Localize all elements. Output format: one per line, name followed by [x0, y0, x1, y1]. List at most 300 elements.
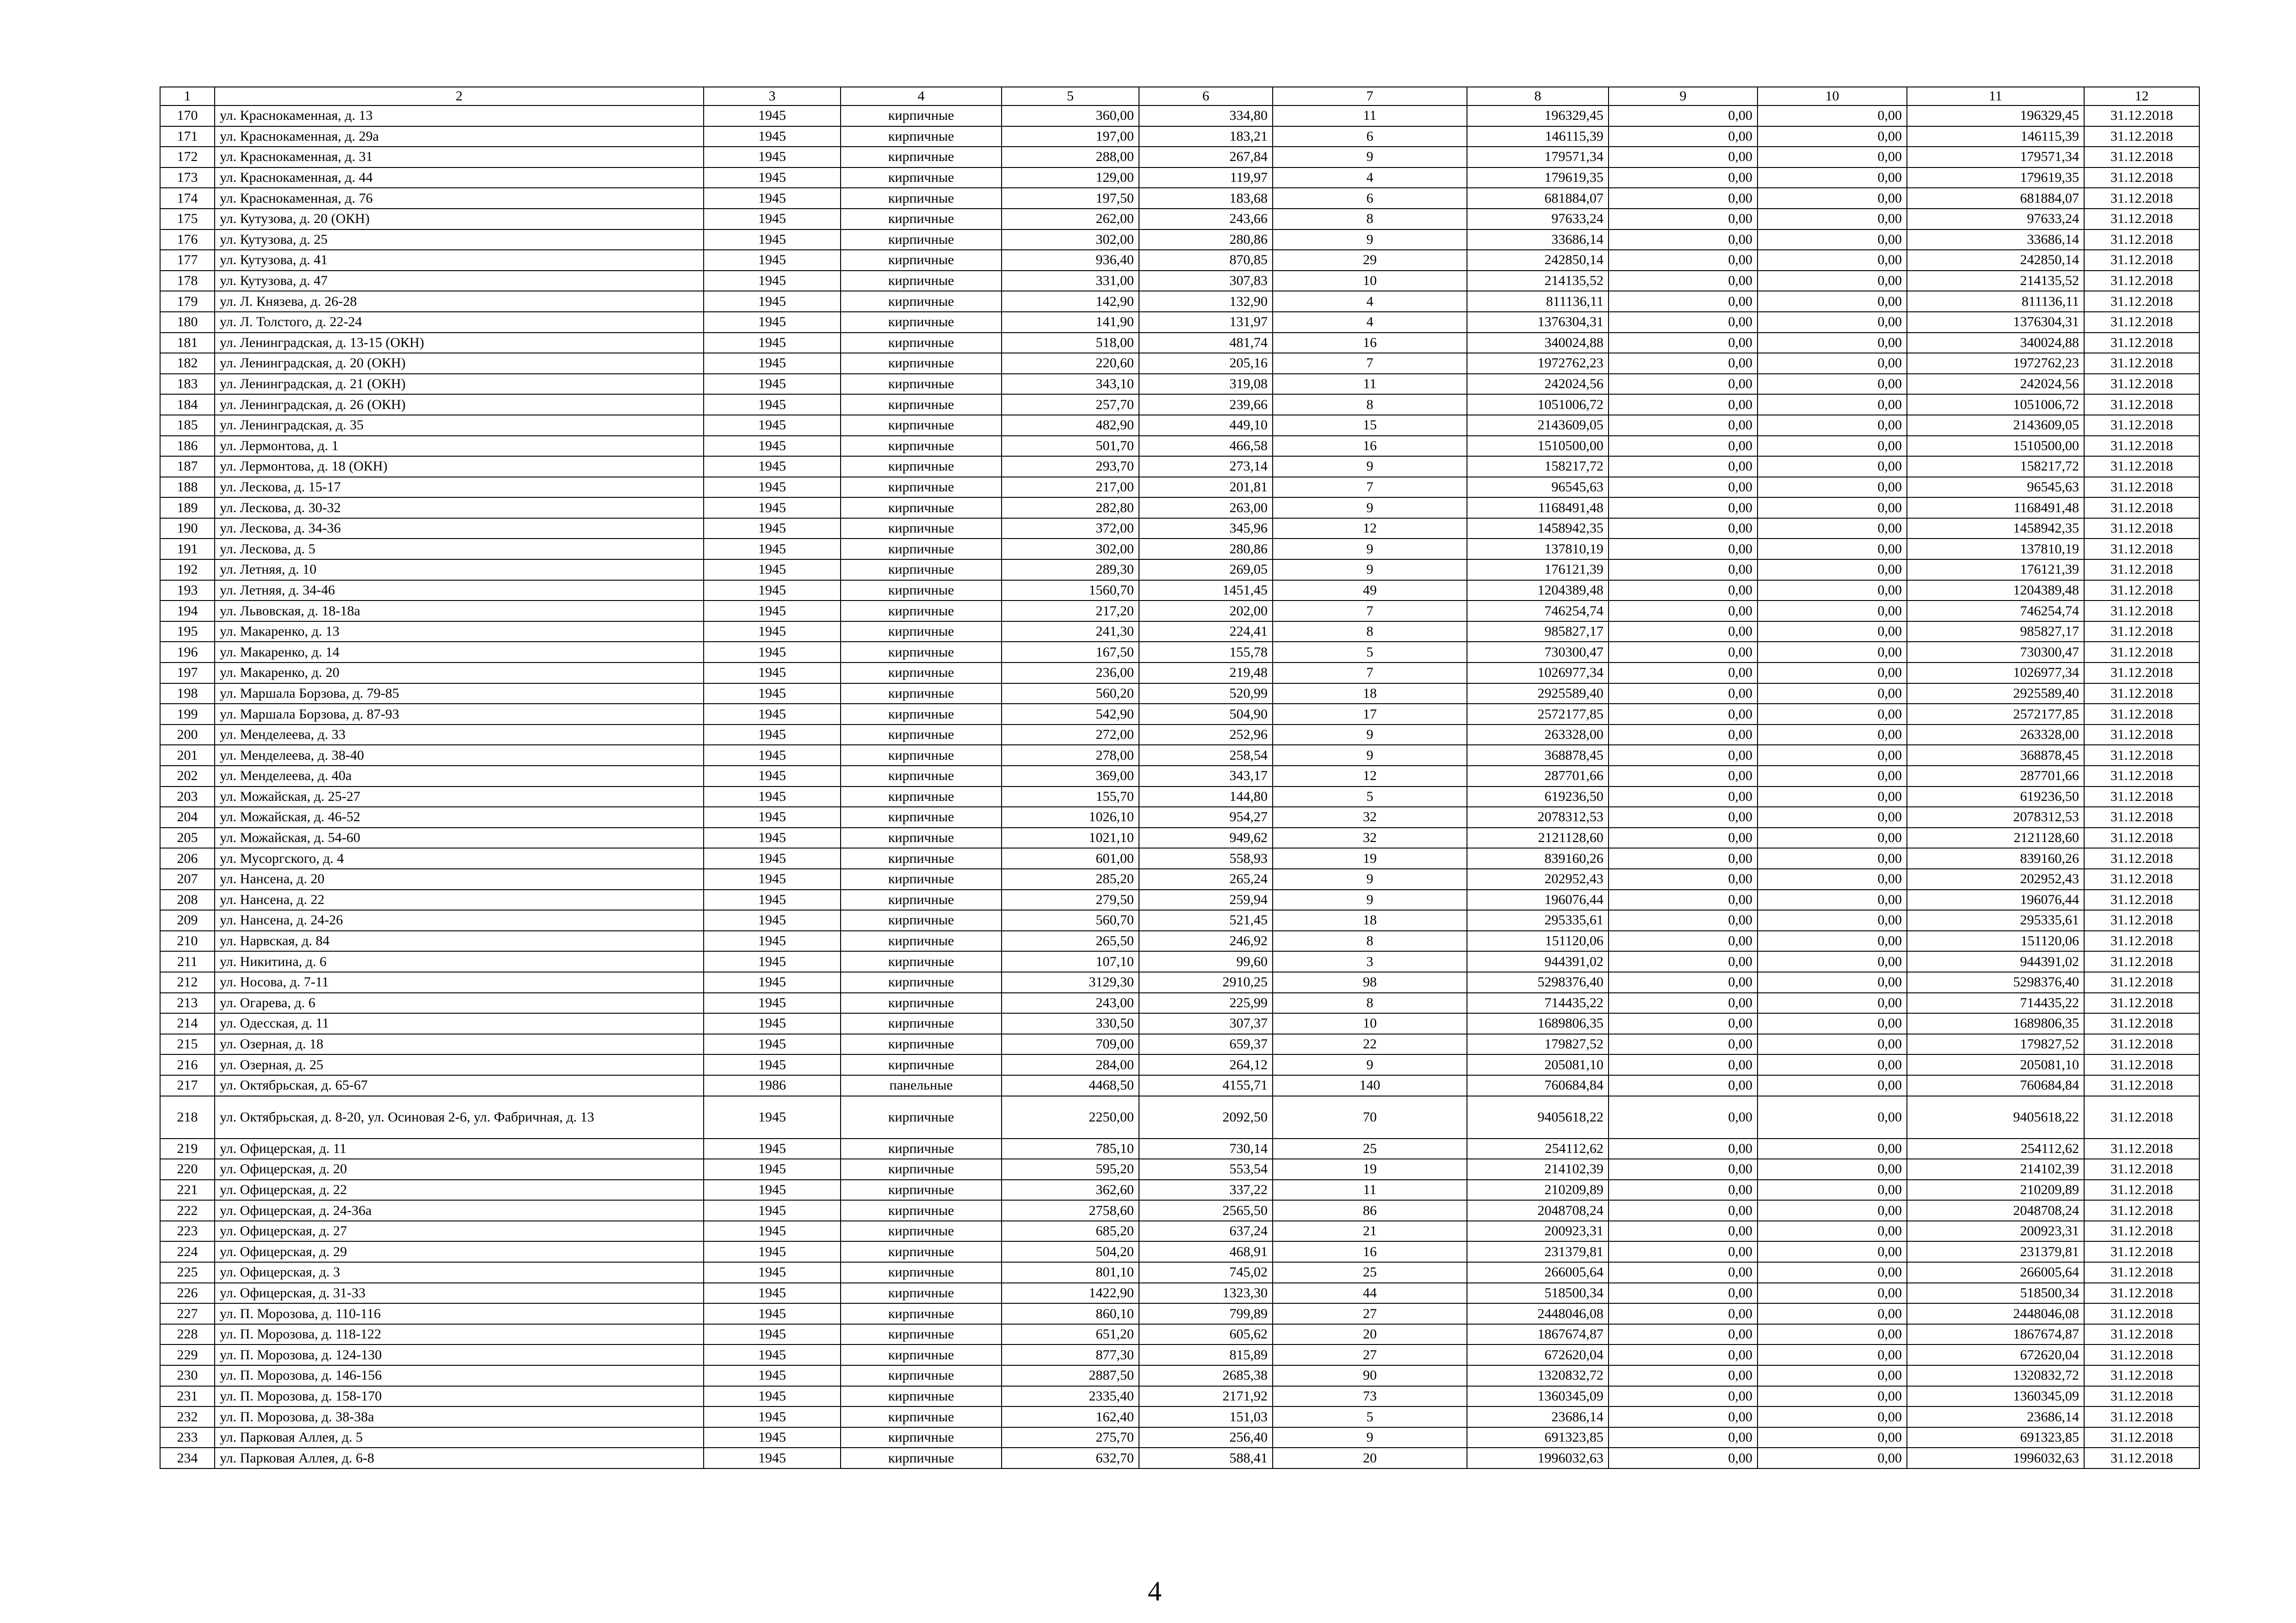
total-area-cell: 785,10	[1002, 1139, 1139, 1159]
year-built-cell: 1945	[704, 477, 841, 498]
residents-count-cell: 3	[1273, 951, 1467, 972]
residents-count-cell: 7	[1273, 477, 1467, 498]
amount-col10-cell: 0,00	[1758, 188, 1907, 209]
row-number-cell: 202	[160, 766, 215, 787]
row-number-cell: 195	[160, 621, 215, 642]
address-cell: ул. Офицерская, д. 11	[215, 1139, 704, 1159]
table-row	[160, 1075, 2199, 1096]
table-row	[160, 951, 2199, 972]
wall-material-cell: панельные	[841, 1075, 1002, 1096]
row-number-cell: 184	[160, 394, 215, 415]
amount-col9-cell: 0,00	[1609, 518, 1758, 539]
row-number-cell: 226	[160, 1283, 215, 1304]
wall-material-cell: кирпичные	[841, 580, 1002, 601]
address-cell: ул. Краснокаменная, д. 31	[215, 147, 704, 167]
wall-material-cell: кирпичные	[841, 910, 1002, 931]
living-area-cell: 224,41	[1139, 621, 1273, 642]
year-built-cell: 1945	[704, 518, 841, 539]
table-row	[160, 105, 2199, 126]
total-amount-cell: 266005,64	[1907, 1262, 2084, 1283]
amount-cell: 205081,10	[1467, 1054, 1609, 1075]
amount-col10-cell: 0,00	[1758, 518, 1907, 539]
amount-col9-cell: 0,00	[1609, 353, 1758, 374]
year-built-cell: 1945	[704, 1054, 841, 1075]
total-amount-cell: 2121128,60	[1907, 828, 2084, 849]
amount-col9-cell: 0,00	[1609, 333, 1758, 353]
living-area-cell: 1451,45	[1139, 580, 1273, 601]
amount-cell: 254112,62	[1467, 1139, 1609, 1159]
year-built-cell: 1945	[704, 931, 841, 952]
row-number-cell: 205	[160, 828, 215, 849]
living-area-cell: 263,00	[1139, 497, 1273, 518]
wall-material-cell: кирпичные	[841, 807, 1002, 828]
amount-col9-cell: 0,00	[1609, 766, 1758, 787]
residents-count-cell: 73	[1273, 1386, 1467, 1407]
table-row	[160, 787, 2199, 807]
total-amount-cell: 2572177,85	[1907, 704, 2084, 725]
year-built-cell: 1945	[704, 436, 841, 457]
wall-material-cell: кирпичные	[841, 1221, 1002, 1242]
address-cell: ул. Носова, д. 7-11	[215, 972, 704, 993]
wall-material-cell: кирпичные	[841, 1262, 1002, 1283]
total-amount-cell: 200923,31	[1907, 1221, 2084, 1242]
table-row	[160, 1241, 2199, 1262]
total-amount-cell: 368878,45	[1907, 745, 2084, 766]
residents-count-cell: 25	[1273, 1262, 1467, 1283]
living-area-cell: 246,92	[1139, 931, 1273, 952]
amount-cell: 196076,44	[1467, 890, 1609, 911]
wall-material-cell: кирпичные	[841, 436, 1002, 457]
amount-col10-cell: 0,00	[1758, 1406, 1907, 1427]
living-area-cell: 132,90	[1139, 291, 1273, 312]
address-cell: ул. Летняя, д. 34-46	[215, 580, 704, 601]
table-row	[160, 1221, 2199, 1242]
amount-cell: 672620,04	[1467, 1344, 1609, 1365]
address-cell: ул. Мусоргского, д. 4	[215, 848, 704, 869]
row-number-cell: 228	[160, 1324, 215, 1345]
amount-col9-cell: 0,00	[1609, 807, 1758, 828]
amount-col9-cell: 0,00	[1609, 1200, 1758, 1221]
amount-col9-cell: 0,00	[1609, 167, 1758, 188]
row-number-cell: 208	[160, 890, 215, 911]
amount-cell: 266005,64	[1467, 1262, 1609, 1283]
total-area-cell: 293,70	[1002, 456, 1139, 477]
table-row	[160, 580, 2199, 601]
amount-col9-cell: 0,00	[1609, 848, 1758, 869]
amount-col9-cell: 0,00	[1609, 394, 1758, 415]
amount-col10-cell: 0,00	[1758, 848, 1907, 869]
total-amount-cell: 760684,84	[1907, 1075, 2084, 1096]
residents-count-cell: 21	[1273, 1221, 1467, 1242]
residents-count-cell: 12	[1273, 518, 1467, 539]
amount-col10-cell: 0,00	[1758, 1013, 1907, 1034]
total-amount-cell: 33686,14	[1907, 229, 2084, 250]
table-row	[160, 559, 2199, 580]
row-number-cell: 220	[160, 1159, 215, 1180]
amount-cell: 1051006,72	[1467, 394, 1609, 415]
amount-col10-cell: 0,00	[1758, 890, 1907, 911]
residents-count-cell: 25	[1273, 1139, 1467, 1159]
date-cell: 31.12.2018	[2084, 1448, 2199, 1468]
year-built-cell: 1945	[704, 333, 841, 353]
table-row	[160, 1344, 2199, 1365]
row-number-cell: 201	[160, 745, 215, 766]
year-built-cell: 1945	[704, 1139, 841, 1159]
table-row	[160, 518, 2199, 539]
total-area-cell: 709,00	[1002, 1034, 1139, 1055]
table-row	[160, 745, 2199, 766]
residents-count-cell: 4	[1273, 167, 1467, 188]
wall-material-cell: кирпичные	[841, 497, 1002, 518]
row-number-cell: 219	[160, 1139, 215, 1159]
amount-cell: 2925589,40	[1467, 683, 1609, 704]
amount-col9-cell: 0,00	[1609, 1054, 1758, 1075]
amount-cell: 691323,85	[1467, 1427, 1609, 1448]
living-area-cell: 2910,25	[1139, 972, 1273, 993]
residents-count-cell: 5	[1273, 642, 1467, 663]
living-area-cell: 219,48	[1139, 663, 1273, 683]
amount-col9-cell: 0,00	[1609, 1303, 1758, 1324]
amount-cell: 714435,22	[1467, 993, 1609, 1014]
amount-col10-cell: 0,00	[1758, 1096, 1907, 1139]
residents-count-cell: 70	[1273, 1096, 1467, 1139]
table-row	[160, 683, 2199, 704]
date-cell: 31.12.2018	[2084, 1096, 2199, 1139]
year-built-cell: 1945	[704, 250, 841, 271]
total-amount-cell: 263328,00	[1907, 725, 2084, 745]
residents-count-cell: 8	[1273, 621, 1467, 642]
amount-col9-cell: 0,00	[1609, 229, 1758, 250]
amount-cell: 96545,63	[1467, 477, 1609, 498]
year-built-cell: 1945	[704, 229, 841, 250]
living-area-cell: 151,03	[1139, 1406, 1273, 1427]
total-area-cell: 2335,40	[1002, 1386, 1139, 1407]
address-cell: ул. Ленинградская, д. 20 (ОКН)	[215, 353, 704, 374]
column-number-header: 3	[704, 87, 841, 105]
table-row	[160, 1448, 2199, 1468]
total-amount-cell: 1051006,72	[1907, 394, 2084, 415]
wall-material-cell: кирпичные	[841, 394, 1002, 415]
total-amount-cell: 944391,02	[1907, 951, 2084, 972]
address-cell: ул. Менделеева, д. 33	[215, 725, 704, 745]
residents-count-cell: 8	[1273, 394, 1467, 415]
wall-material-cell: кирпичные	[841, 745, 1002, 766]
amount-col9-cell: 0,00	[1609, 497, 1758, 518]
total-area-cell: 595,20	[1002, 1159, 1139, 1180]
amount-col10-cell: 0,00	[1758, 1365, 1907, 1386]
total-amount-cell: 672620,04	[1907, 1344, 2084, 1365]
date-cell: 31.12.2018	[2084, 1075, 2199, 1096]
address-cell: ул. П. Морозова, д. 110-116	[215, 1303, 704, 1324]
residents-count-cell: 5	[1273, 787, 1467, 807]
wall-material-cell: кирпичные	[841, 1054, 1002, 1075]
total-amount-cell: 287701,66	[1907, 766, 2084, 787]
amount-col10-cell: 0,00	[1758, 497, 1907, 518]
amount-col10-cell: 0,00	[1758, 250, 1907, 271]
living-area-cell: 468,91	[1139, 1241, 1273, 1262]
housing-register-table	[160, 87, 2200, 1469]
total-area-cell: 197,00	[1002, 126, 1139, 147]
total-amount-cell: 1458942,35	[1907, 518, 2084, 539]
living-area-cell: 119,97	[1139, 167, 1273, 188]
wall-material-cell: кирпичные	[841, 1034, 1002, 1055]
date-cell: 31.12.2018	[2084, 518, 2199, 539]
amount-cell: 242850,14	[1467, 250, 1609, 271]
total-amount-cell: 96545,63	[1907, 477, 2084, 498]
total-amount-cell: 839160,26	[1907, 848, 2084, 869]
year-built-cell: 1945	[704, 766, 841, 787]
table-row	[160, 910, 2199, 931]
table-row	[160, 394, 2199, 415]
amount-cell: 23686,14	[1467, 1406, 1609, 1427]
year-built-cell: 1945	[704, 869, 841, 890]
total-area-cell: 1026,10	[1002, 807, 1139, 828]
amount-cell: 214135,52	[1467, 271, 1609, 291]
row-number-cell: 212	[160, 972, 215, 993]
table-row	[160, 539, 2199, 559]
year-built-cell: 1945	[704, 126, 841, 147]
date-cell: 31.12.2018	[2084, 497, 2199, 518]
residents-count-cell: 17	[1273, 704, 1467, 725]
total-area-cell: 279,50	[1002, 890, 1139, 911]
amount-col10-cell: 0,00	[1758, 663, 1907, 683]
amount-col9-cell: 0,00	[1609, 415, 1758, 436]
date-cell: 31.12.2018	[2084, 188, 2199, 209]
amount-col9-cell: 0,00	[1609, 147, 1758, 167]
amount-cell: 179827,52	[1467, 1034, 1609, 1055]
date-cell: 31.12.2018	[2084, 539, 2199, 559]
row-number-cell: 231	[160, 1386, 215, 1407]
row-number-cell: 191	[160, 539, 215, 559]
amount-col9-cell: 0,00	[1609, 931, 1758, 952]
amount-cell: 746254,74	[1467, 601, 1609, 621]
total-amount-cell: 1510500,00	[1907, 436, 2084, 457]
table-row	[160, 601, 2199, 621]
date-cell: 31.12.2018	[2084, 704, 2199, 725]
residents-count-cell: 9	[1273, 497, 1467, 518]
date-cell: 31.12.2018	[2084, 663, 2199, 683]
total-area-cell: 601,00	[1002, 848, 1139, 869]
address-cell: ул. Никитина, д. 6	[215, 951, 704, 972]
total-area-cell: 302,00	[1002, 229, 1139, 250]
year-built-cell: 1945	[704, 291, 841, 312]
amount-cell: 944391,02	[1467, 951, 1609, 972]
amount-col10-cell: 0,00	[1758, 601, 1907, 621]
table-row	[160, 167, 2199, 188]
living-area-cell: 273,14	[1139, 456, 1273, 477]
row-number-cell: 214	[160, 1013, 215, 1034]
year-built-cell: 1945	[704, 1241, 841, 1262]
residents-count-cell: 18	[1273, 910, 1467, 931]
address-cell: ул. Краснокаменная, д. 13	[215, 105, 704, 126]
amount-col9-cell: 0,00	[1609, 188, 1758, 209]
total-amount-cell: 1689806,35	[1907, 1013, 2084, 1034]
amount-cell: 176121,39	[1467, 559, 1609, 580]
residents-count-cell: 9	[1273, 725, 1467, 745]
residents-count-cell: 27	[1273, 1344, 1467, 1365]
residents-count-cell: 22	[1273, 1034, 1467, 1055]
date-cell: 31.12.2018	[2084, 972, 2199, 993]
amount-col10-cell: 0,00	[1758, 931, 1907, 952]
amount-cell: 202952,43	[1467, 869, 1609, 890]
total-area-cell: 1021,10	[1002, 828, 1139, 849]
amount-cell: 5298376,40	[1467, 972, 1609, 993]
wall-material-cell: кирпичные	[841, 518, 1002, 539]
amount-col9-cell: 0,00	[1609, 1365, 1758, 1386]
total-amount-cell: 811136,11	[1907, 291, 2084, 312]
wall-material-cell: кирпичные	[841, 1180, 1002, 1201]
wall-material-cell: кирпичные	[841, 167, 1002, 188]
wall-material-cell: кирпичные	[841, 353, 1002, 374]
date-cell: 31.12.2018	[2084, 436, 2199, 457]
table-row	[160, 126, 2199, 147]
residents-count-cell: 20	[1273, 1448, 1467, 1468]
table-row	[160, 869, 2199, 890]
date-cell: 31.12.2018	[2084, 1139, 2199, 1159]
year-built-cell: 1945	[704, 1365, 841, 1386]
residents-count-cell: 32	[1273, 828, 1467, 849]
living-area-cell: 239,66	[1139, 394, 1273, 415]
row-number-cell: 200	[160, 725, 215, 745]
table-row	[160, 1200, 2199, 1221]
address-cell: ул. Макаренко, д. 13	[215, 621, 704, 642]
wall-material-cell: кирпичные	[841, 374, 1002, 395]
address-cell: ул. Л. Князева, д. 26-28	[215, 291, 704, 312]
amount-cell: 1376304,31	[1467, 312, 1609, 333]
total-area-cell: 142,90	[1002, 291, 1139, 312]
total-amount-cell: 730300,47	[1907, 642, 2084, 663]
address-cell: ул. Можайская, д. 25-27	[215, 787, 704, 807]
table-row	[160, 642, 2199, 663]
address-cell: ул. Ленинградская, д. 21 (ОКН)	[215, 374, 704, 395]
wall-material-cell: кирпичные	[841, 147, 1002, 167]
amount-col10-cell: 0,00	[1758, 1139, 1907, 1159]
date-cell: 31.12.2018	[2084, 333, 2199, 353]
total-area-cell: 560,70	[1002, 910, 1139, 931]
residents-count-cell: 18	[1273, 683, 1467, 704]
total-amount-cell: 9405618,22	[1907, 1096, 2084, 1139]
year-built-cell: 1945	[704, 1159, 841, 1180]
total-area-cell: 141,90	[1002, 312, 1139, 333]
total-area-cell: 685,20	[1002, 1221, 1139, 1242]
date-cell: 31.12.2018	[2084, 848, 2199, 869]
table-row	[160, 1180, 2199, 1201]
row-number-cell: 193	[160, 580, 215, 601]
wall-material-cell: кирпичные	[841, 415, 1002, 436]
date-cell: 31.12.2018	[2084, 1386, 2199, 1407]
date-cell: 31.12.2018	[2084, 147, 2199, 167]
date-cell: 31.12.2018	[2084, 415, 2199, 436]
amount-cell: 2078312,53	[1467, 807, 1609, 828]
amount-col9-cell: 0,00	[1609, 250, 1758, 271]
amount-col9-cell: 0,00	[1609, 725, 1758, 745]
row-number-cell: 217	[160, 1075, 215, 1096]
total-area-cell: 372,00	[1002, 518, 1139, 539]
date-cell: 31.12.2018	[2084, 1054, 2199, 1075]
total-amount-cell: 5298376,40	[1907, 972, 2084, 993]
amount-cell: 839160,26	[1467, 848, 1609, 869]
date-cell: 31.12.2018	[2084, 1262, 2199, 1283]
living-area-cell: 521,45	[1139, 910, 1273, 931]
year-built-cell: 1945	[704, 1448, 841, 1468]
column-number-header: 5	[1002, 87, 1139, 105]
date-cell: 31.12.2018	[2084, 642, 2199, 663]
year-built-cell: 1945	[704, 704, 841, 725]
date-cell: 31.12.2018	[2084, 167, 2199, 188]
amount-cell: 295335,61	[1467, 910, 1609, 931]
row-number-cell: 172	[160, 147, 215, 167]
year-built-cell: 1945	[704, 394, 841, 415]
amount-cell: 1458942,35	[1467, 518, 1609, 539]
amount-cell: 1996032,63	[1467, 1448, 1609, 1468]
year-built-cell: 1945	[704, 848, 841, 869]
row-number-cell: 192	[160, 559, 215, 580]
address-cell: ул. Кутузова, д. 20 (ОКН)	[215, 209, 704, 229]
amount-col10-cell: 0,00	[1758, 167, 1907, 188]
amount-col10-cell: 0,00	[1758, 1241, 1907, 1262]
address-cell: ул. Лермонтова, д. 18 (ОКН)	[215, 456, 704, 477]
wall-material-cell: кирпичные	[841, 1365, 1002, 1386]
amount-col9-cell: 0,00	[1609, 1241, 1758, 1262]
date-cell: 31.12.2018	[2084, 374, 2199, 395]
date-cell: 31.12.2018	[2084, 1241, 2199, 1262]
residents-count-cell: 16	[1273, 333, 1467, 353]
amount-col10-cell: 0,00	[1758, 436, 1907, 457]
date-cell: 31.12.2018	[2084, 869, 2199, 890]
wall-material-cell: кирпичные	[841, 848, 1002, 869]
living-area-cell: 131,97	[1139, 312, 1273, 333]
amount-col10-cell: 0,00	[1758, 126, 1907, 147]
year-built-cell: 1945	[704, 993, 841, 1014]
amount-cell: 1510500,00	[1467, 436, 1609, 457]
living-area-cell: 954,27	[1139, 807, 1273, 828]
date-cell: 31.12.2018	[2084, 766, 2199, 787]
amount-col9-cell: 0,00	[1609, 1034, 1758, 1055]
living-area-cell: 481,74	[1139, 333, 1273, 353]
total-area-cell: 3129,30	[1002, 972, 1139, 993]
total-area-cell: 107,10	[1002, 951, 1139, 972]
table-row	[160, 1324, 2199, 1345]
table-row	[160, 1054, 2199, 1075]
total-amount-cell: 242024,56	[1907, 374, 2084, 395]
amount-col10-cell: 0,00	[1758, 1034, 1907, 1055]
residents-count-cell: 9	[1273, 456, 1467, 477]
total-amount-cell: 179827,52	[1907, 1034, 2084, 1055]
table-row	[160, 1262, 2199, 1283]
wall-material-cell: кирпичные	[841, 250, 1002, 271]
total-area-cell: 217,00	[1002, 477, 1139, 498]
amount-col9-cell: 0,00	[1609, 828, 1758, 849]
wall-material-cell: кирпичные	[841, 683, 1002, 704]
living-area-cell: 553,54	[1139, 1159, 1273, 1180]
amount-cell: 158217,72	[1467, 456, 1609, 477]
residents-count-cell: 7	[1273, 663, 1467, 683]
total-area-cell: 518,00	[1002, 333, 1139, 353]
residents-count-cell: 8	[1273, 209, 1467, 229]
residents-count-cell: 9	[1273, 890, 1467, 911]
row-number-cell: 182	[160, 353, 215, 374]
living-area-cell: 267,84	[1139, 147, 1273, 167]
residents-count-cell: 9	[1273, 539, 1467, 559]
residents-count-cell: 9	[1273, 559, 1467, 580]
year-built-cell: 1945	[704, 807, 841, 828]
residents-count-cell: 9	[1273, 147, 1467, 167]
total-amount-cell: 1320832,72	[1907, 1365, 2084, 1386]
amount-col10-cell: 0,00	[1758, 1324, 1907, 1345]
row-number-cell: 188	[160, 477, 215, 498]
address-cell: ул. Офицерская, д. 27	[215, 1221, 704, 1242]
amount-col9-cell: 0,00	[1609, 910, 1758, 931]
